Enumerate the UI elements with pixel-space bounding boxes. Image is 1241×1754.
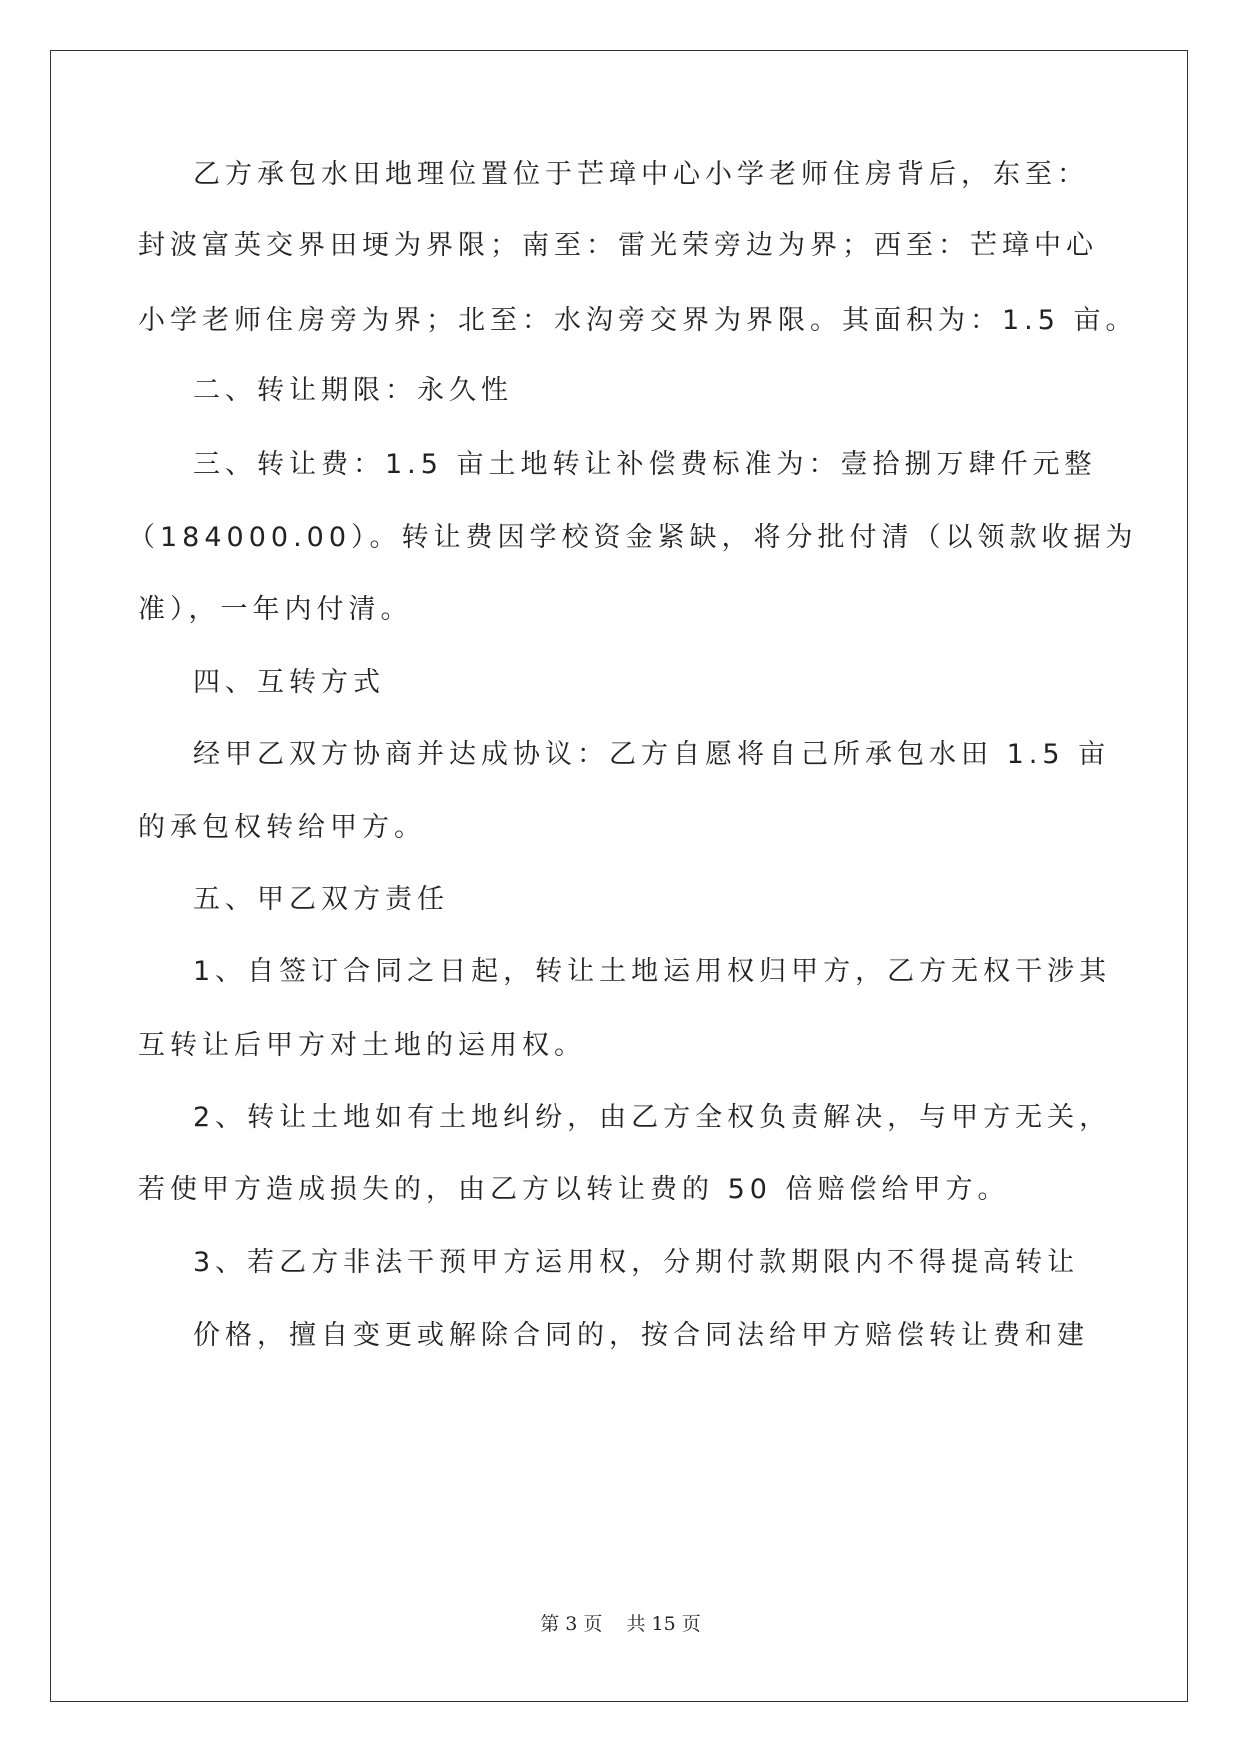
- text-line: （184000.00）。转让费因学校资金紧缺，将分批付清（以领款收据为: [128, 522, 1138, 553]
- page-footer: [0, 1612, 1241, 1636]
- text-line: 1、自签订合同之日起，转让土地运用权归甲方，乙方无权干涉其: [193, 956, 1112, 987]
- page-total: 共 15 页: [626, 1613, 701, 1635]
- text-line: 准），一年内付清。: [138, 594, 413, 625]
- text-line: 三、转让费：1.5 亩土地转让补偿费标准为：壹拾捌万肆仟元整: [193, 449, 1097, 480]
- text-line: 2、转让土地如有土地纠纷，由乙方全权负责解决，与甲方无关，: [193, 1102, 1112, 1133]
- page-frame: [50, 50, 1188, 1702]
- text-line: 小学老师住房旁为界；北至：水沟旁交界为界限。其面积为：1.5 亩。: [138, 305, 1138, 336]
- text-line: 互转让后甲方对土地的运用权。: [138, 1030, 586, 1061]
- text-line: 五、甲乙双方责任: [193, 884, 449, 915]
- text-line: 的承包权转给甲方。: [138, 812, 426, 843]
- text-line: 四、互转方式: [193, 667, 385, 698]
- page-number: 第 3 页: [540, 1613, 603, 1635]
- text-line: 价格，擅自变更或解除合同的，按合同法给甲方赔偿转让费和建: [193, 1320, 1089, 1351]
- text-line: 乙方承包水田地理位置位于芒璋中心小学老师住房背后，东至：: [193, 159, 1089, 190]
- text-line: 3、若乙方非法干预甲方运用权，分期付款期限内不得提高转让: [193, 1247, 1080, 1278]
- text-line: 若使甲方造成损失的，由乙方以转让费的 50 倍赔偿给甲方。: [138, 1174, 1010, 1205]
- text-line: 经甲乙双方协商并达成协议：乙方自愿将自己所承包水田 1.5 亩: [193, 739, 1111, 770]
- text-line: 二、转让期限：永久性: [193, 375, 513, 406]
- text-line: 封波富英交界田埂为界限；南至：雷光荣旁边为界；西至：芒璋中心: [138, 230, 1098, 261]
